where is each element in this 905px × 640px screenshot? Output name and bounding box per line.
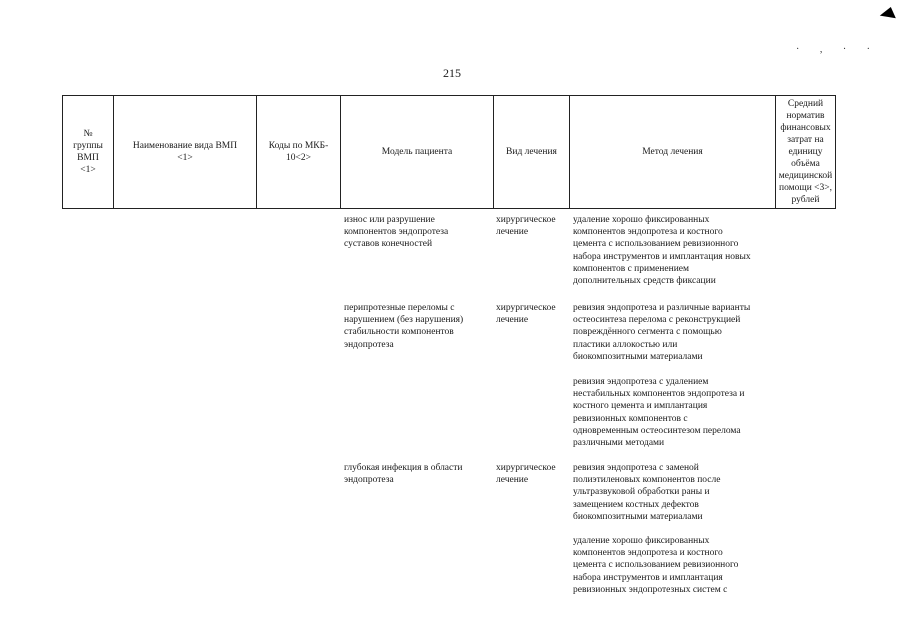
treatment-method-cell: ревизия эндопротеза и различные варианты остеосинтеза перелома с реконструкцией повреждённого сегмента с помощью пластики аллокостью или биокомпозитными материалами xyxy=(573,303,751,362)
corner-dots: · , · · xyxy=(796,44,879,55)
treatment-method-cell: удаление хорошо фиксированных компонентов эндопротеза и костного цемента с использованием ревизионного набора инструментов и имплантация новых компонентов с применением дополнительных средств фиксации xyxy=(573,215,751,287)
header-patient-model: Модель пациента xyxy=(340,96,493,208)
treatment-method-cell: удаление хорошо фиксированных компонентов эндопротеза и костного цемента с использованием ревизионного набора инструментов и имплантация ревизионных эндопротезных систем с xyxy=(573,536,739,595)
header-treatment-type: Вид лечения xyxy=(493,96,569,208)
header-treatment-method: Метод лечения xyxy=(569,96,775,208)
page-number: 215 xyxy=(443,66,461,80)
patient-model-cell: износ или разрушение компонентов эндопротеза суставов конечностей xyxy=(344,215,449,250)
table-header xyxy=(62,95,836,209)
treatment-type-cell: хирургическое лечение xyxy=(496,463,556,486)
header-group-number: № группы ВМП <1> xyxy=(62,96,113,208)
treatment-method-cell: ревизия эндопротеза с удалением нестабильных компонентов эндопротеза и костного цемента и имплантация ревизионных компонентов с одновременным остеосинтезом перелома различными методами xyxy=(573,377,745,449)
treatment-type-cell: хирургическое лечение xyxy=(496,303,556,326)
treatment-method-cell: ревизия эндопротеза с заменой полиэтиленовых компонентов после ультразвуковой обработки раны и замещением костных дефектов биокомпозитными материалами xyxy=(573,463,721,522)
header-mkb-codes: Коды по МКБ- 10<2> xyxy=(256,96,340,208)
patient-model-cell: глубокая инфекция в области эндопротеза xyxy=(344,463,463,486)
treatment-type-cell: хирургическое лечение xyxy=(496,215,556,238)
header-vmp-name: Наименование вида ВМП <1> xyxy=(113,96,256,208)
patient-model-cell: перипротезные переломы с нарушением (без нарушения) стабильности компонентов эндопротеза xyxy=(344,303,464,350)
header-average-cost: Средний норматив финансовых затрат на единицу объёма медицинской помощи <3>, рублей xyxy=(775,96,836,208)
corner-mark xyxy=(880,7,898,25)
